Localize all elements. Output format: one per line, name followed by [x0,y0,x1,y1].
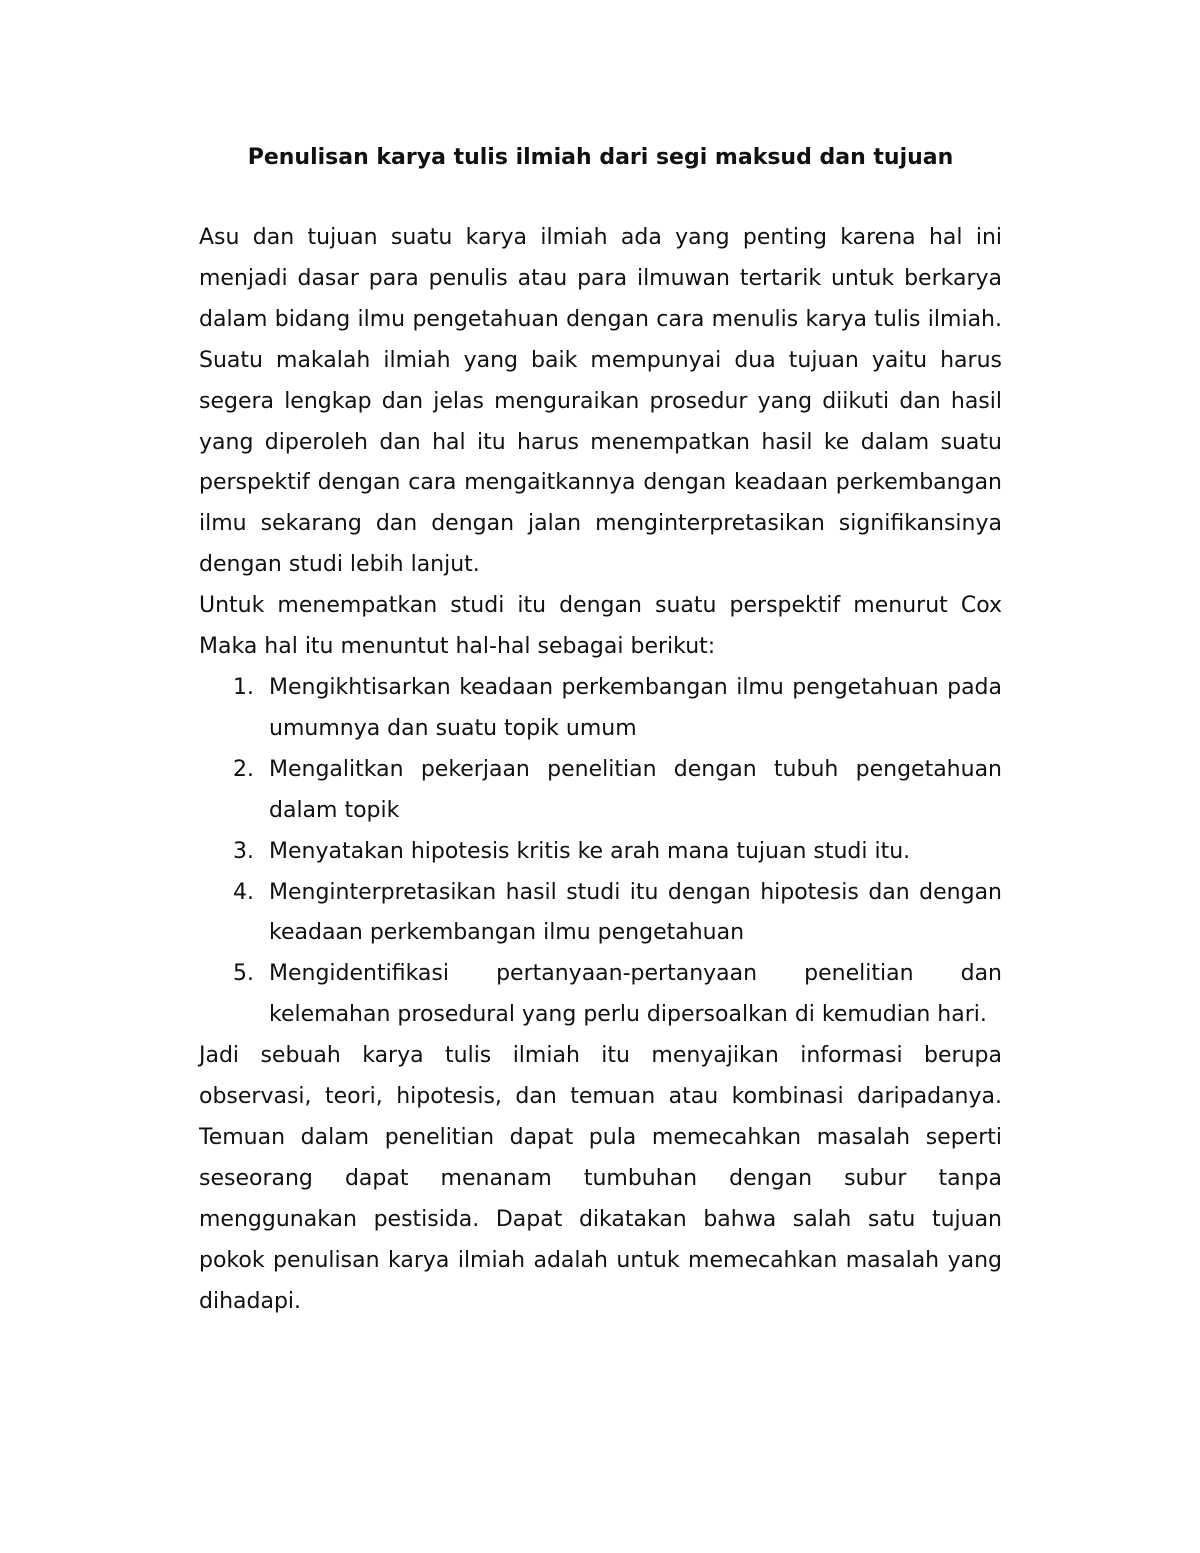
list-item [199,832,1002,873]
paragraph-conclusion: Jadi sebuah karya tulis ilmiah itu menyajikan informasi berupa observasi, teori, hipotesis, dan temuan atau kombinasi daripadanya. Temuan dalam penelitian dapat pula memecahkan masalah seperti seseorang dapat menanam tumbuhan dengan subur tanpa menggunakan pestisida. Dapat dikatakan bahwa salah satu tujuan pokok penulisan karya ilmiah adalah untuk memecahkan masalah yang dihadapi. [199,1043,1002,1314]
list-item-text: Mengikhtisarkan keadaan perkembangan ilmu pengetahuan pada umumnya dan suatu topik umum [269,674,1002,741]
list-item-text: Menginterpretasikan hasil studi itu dengan hipotesis dan dengan keadaan perkembangan ilmu pengetahuan [269,879,1002,946]
list-item [199,873,1002,955]
list-item [199,750,1002,832]
list-item-text: Menyatakan hipotesis kritis ke arah mana tujuan studi itu. [269,838,911,864]
title-spacer [199,177,1002,218]
document-title: Penulisan karya tulis ilmiah dari segi maksud dan tujuan [247,145,954,170]
list-item-number: 4. [233,879,254,905]
list-item-number: 2. [233,756,254,782]
list-item-text: Mengalitkan pekerjaan penelitian dengan tubuh pengetahuan dalam topik [269,756,1002,823]
paragraph-cox: Untuk menempatkan studi itu dengan suatu perspektif menurut Cox Maka hal itu menuntut hal-hal sebagai berikut: [199,593,1002,660]
list-item-number: 5. [233,961,254,987]
list-item-number: 1. [233,674,254,700]
list-item [199,668,1002,750]
document-body [199,138,1002,1322]
list-item [199,954,1002,1036]
numbered-list [199,668,1002,1036]
paragraph-intro: Asu dan tujuan suatu karya ilmiah ada yang penting karena hal ini menjadi dasar para penulis atau para ilmuwan tertarik untuk berkarya dalam bidang ilmu pengetahuan dengan cara menulis karya tulis ilmiah. Suatu makalah ilmiah yang baik mempunyai dua tujuan yaitu harus segera lengkap dan jelas menguraikan prosedur yang diikuti dan hasil yang diperoleh dan hal itu harus menempatkan hasil ke dalam suatu perspektif dengan cara mengaitkannya dengan keadaan perkembangan ilmu sekarang dan dengan jalan menginterpretasikan signifikansinya dengan studi lebih lanjut. [199,225,1002,578]
list-item-text: Mengidentifikasi pertanyaan-pertanyaan penelitian dan kelemahan prosedural yang perlu dipersoalkan di kemudian hari. [269,961,1002,1028]
list-item-number: 3. [233,838,254,864]
